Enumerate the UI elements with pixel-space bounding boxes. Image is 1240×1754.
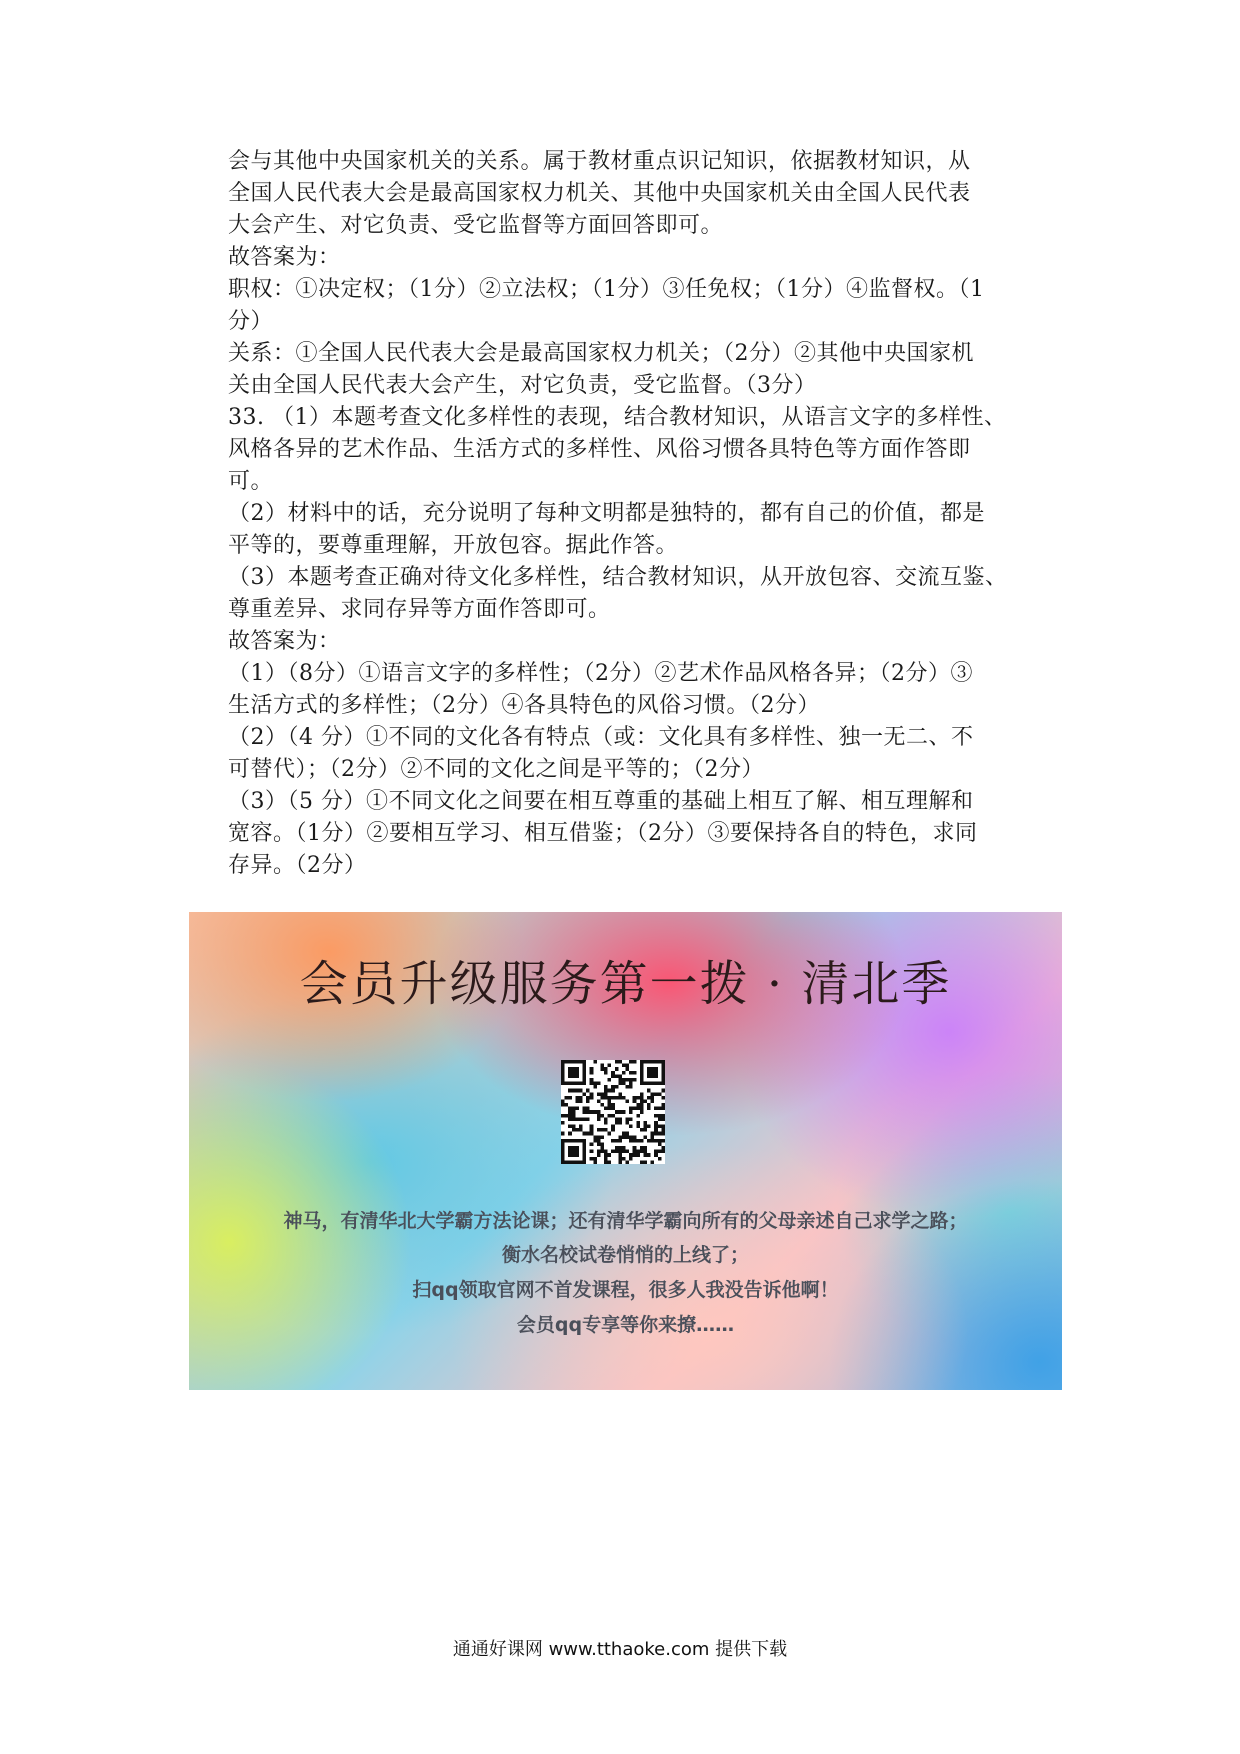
banner-line: 神马，有清华北大学霸方法论课；还有清华学霸向所有的父母亲述自己求学之路； [283,1210,968,1232]
text-line: （3）本题考查正确对待文化多样性，结合教材知识，从开放包容、交流互鉴、 [228,565,1008,590]
text-line: 33. （1）本题考查文化多样性的表现，结合教材知识，从语言文字的多样性、 [228,405,1007,430]
text-line: （2）（4 分）①不同的文化各有特点（或：文化具有多样性、独一无二、不 [228,725,974,750]
text-line: 宽容。（1分）②要相互学习、相互借鉴；（2分）③要保持各自的特色，求同 [228,821,978,846]
text-line: 平等的，要尊重理解，开放包容。据此作答。 [228,533,679,558]
text-line: （3）（5 分）①不同文化之间要在相互尊重的基础上相互了解、相互理解和 [228,789,974,814]
text-line: 风格各异的艺术作品、生活方式的多样性、风俗习惯各具特色等方面作答即 [228,437,971,462]
text-line: 职权：①决定权；（1分）②立法权；（1分）③任免权；（1分）④监督权。（1 [228,277,985,302]
answer-text-body [228,146,1060,882]
text-line: （2）材料中的话，充分说明了每种文明都是独特的，都有自己的价值，都是 [228,501,985,526]
text-line: 可替代）；（2分）②不同的文化之间是平等的；（2分） [228,757,764,782]
banner-title: 会员升级服务第一拨 · 清北季 [299,956,952,1012]
text-line: 会与其他中央国家机关的关系。属于教材重点识记知识，依据教材知识，从 [228,149,971,174]
banner-line: 扫qq领取官网不首发课程，很多人我没告诉他啊！ [412,1279,839,1301]
text-line: 尊重差异、求同存异等方面作答即可。 [228,597,611,622]
banner-line: 衡水名校试卷悄悄的上线了； [501,1244,749,1266]
qr-code-icon[interactable] [561,1060,665,1164]
text-line: （1）（8分）①语言文字的多样性；（2分）②艺术作品风格各异；（2分）③ [228,661,973,686]
text-line: 故答案为： [228,245,341,270]
banner-line: 会员qq专享等你来撩…… [516,1314,735,1336]
promo-banner [189,912,1062,1390]
footer-credit: 通通好课网 www.tthaoke.com 提供下载 [452,1639,788,1660]
text-line: 关由全国人民代表大会产生，对它负责，受它监督。（3分） [228,373,817,398]
text-line: 可。 [228,469,274,494]
text-line: 全国人民代表大会是最高国家权力机关、其他中央国家机关由全国人民代表 [228,181,971,206]
text-line: 分） [228,309,274,334]
text-line: 大会产生、对它负责、受它监督等方面回答即可。 [228,213,724,238]
text-line: 故答案为： [228,629,341,654]
text-line: 存异。（2分） [228,853,367,878]
text-line: 关系：①全国人民代表大会是最高国家权力机关；（2分）②其他中央国家机 [228,341,974,366]
text-line: 生活方式的多样性；（2分）④各具特色的风俗习惯。（2分） [228,693,820,718]
